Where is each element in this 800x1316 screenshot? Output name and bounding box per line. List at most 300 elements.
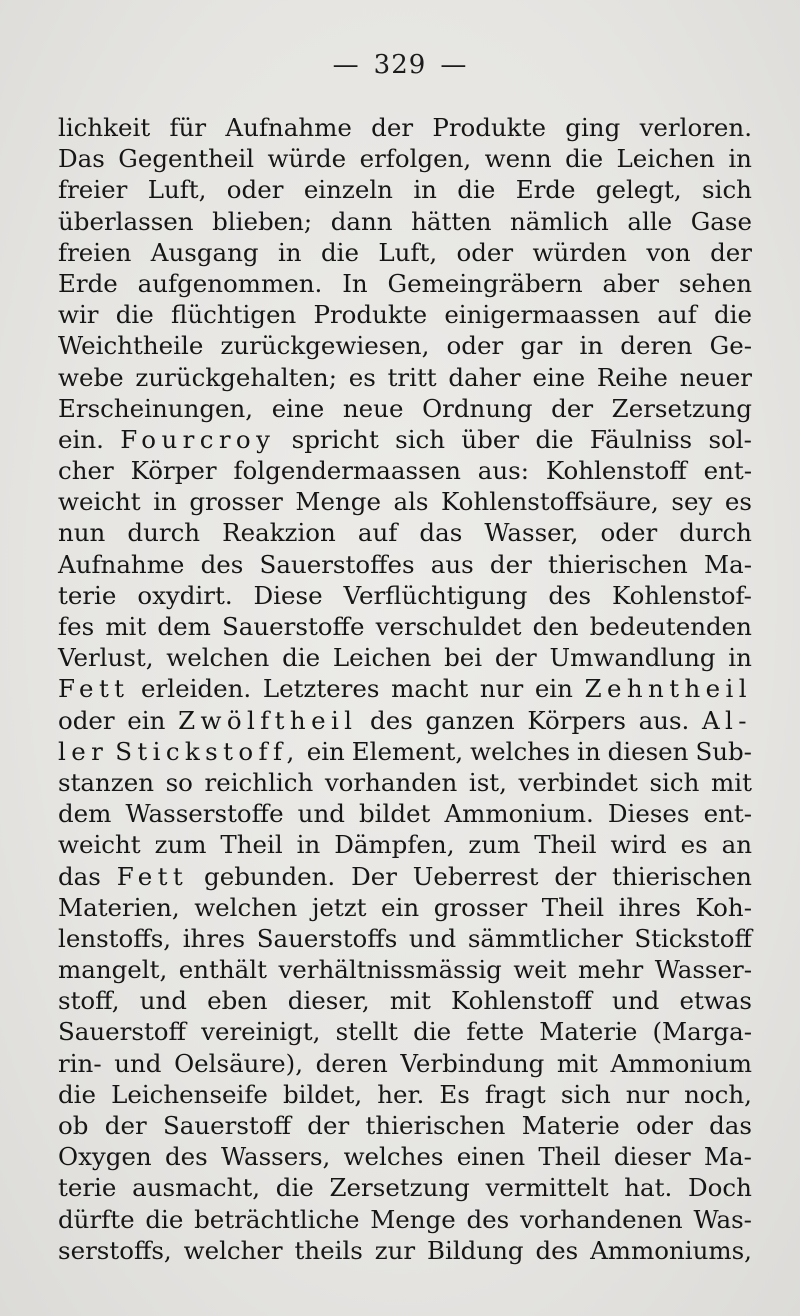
word: in [577,736,601,766]
word: Reakzion [222,518,336,548]
word: jetzt [311,892,367,922]
word: dem [157,612,211,641]
word: die [115,300,154,330]
word: Umwandlung [549,643,716,673]
word: weicht [58,487,141,517]
word: Sauerstoffs [256,923,398,953]
text-line [58,112,752,143]
word: weit [513,955,567,985]
word: terie [58,580,117,610]
word: enthält [178,955,267,985]
text-line [58,362,752,393]
word: Luft, [147,175,207,205]
word: Erde [515,175,576,205]
word: mit [105,612,147,641]
text-line [58,517,752,548]
word: Leichen [332,643,432,673]
word: ausmacht, [132,1173,261,1203]
word: des [466,1204,510,1234]
text-line [58,923,752,954]
text-line [58,580,752,611]
text-line [58,954,752,985]
word: Sauerstoffes [259,549,415,579]
word: weicht [58,830,141,860]
text-line [58,268,752,299]
word: neuer [679,362,752,392]
word: Materie [539,1017,638,1047]
word: Fett [58,674,130,704]
word: (Marga- [652,1017,752,1047]
word: blieben; [212,206,313,236]
word: thierischen [365,1111,506,1140]
word: Fett [116,861,189,891]
text-line [58,424,752,455]
word: Verlust, [58,643,154,673]
word: die [58,1079,97,1109]
word: Ammonium. [444,799,594,829]
word: hat. [624,1173,673,1203]
word: das [58,861,101,891]
word: Luft, [378,237,438,267]
word: in [728,643,752,673]
word: webe [58,362,124,392]
text-line [58,455,752,486]
word: einen [456,1142,526,1172]
word: verbindet [518,767,638,797]
text-line [58,299,752,330]
word: alle [627,206,673,236]
word: fette [466,1017,525,1047]
text-line [58,985,752,1016]
word: oxydirt. [137,580,233,610]
word: Reihe [596,362,668,392]
word: aus [430,549,474,579]
word: Leichen [616,144,715,174]
word: verloren. [639,113,752,142]
word: Zersetzung [611,393,752,423]
word: flüchtigen [171,300,297,330]
text-line [58,237,752,268]
word: ganzen [425,705,515,735]
word: Es [439,1079,470,1109]
word: Ueberrest [412,861,539,891]
word: neue [342,393,404,423]
word: gelegt, [595,175,682,205]
word: dann [330,206,393,236]
word: nun [58,518,106,548]
word: mit [711,767,752,797]
word: daher [448,362,521,392]
word: zurückgehalten; [135,362,337,392]
word: und [297,799,345,829]
text-line [58,767,752,798]
word: Zwölftheil [178,705,358,735]
word: erfolgen, [359,144,472,174]
word: der [551,393,594,423]
text-line [58,1172,752,1203]
word: ob [58,1111,89,1140]
word: aufgenommen. [137,268,323,298]
word: es [680,830,708,860]
word: der [494,643,537,673]
word: bildet [359,799,431,829]
word: der [710,237,752,267]
word: folgendermaassen [233,456,461,486]
word: stanzen [58,767,154,797]
text-line [58,1235,752,1266]
word: welchen [166,643,270,673]
text-line [58,1048,752,1079]
word: von [646,237,691,267]
word: des [535,1235,579,1265]
word: Doch [688,1173,752,1203]
word: Sub- [695,736,752,766]
word: Ge- [709,331,752,361]
word: durch [127,518,201,548]
word: es [348,362,376,392]
word: auf [357,518,398,548]
word: eine [532,362,586,392]
word: Ammoniums, [590,1235,752,1265]
word: sey [671,487,713,517]
word: grosser [433,892,528,922]
word: Aufnahme [58,549,185,579]
word: Oxygen [58,1142,152,1172]
body-text [58,112,752,1266]
word: einzeln [303,175,393,205]
word: welcher [183,1235,283,1265]
word: dem [58,799,112,829]
word: Menge [295,487,381,517]
word: Erde [58,268,118,298]
word: nämlich [510,206,609,236]
text-line [58,143,752,174]
word: Fourcroy [120,424,276,454]
word: Theil [538,1142,601,1172]
word: reichlich [204,767,314,797]
text-line [58,1141,752,1172]
word: Körpers [527,705,626,735]
word: welches [470,736,571,766]
word: so [165,767,193,797]
word: Das [58,144,105,174]
word: einigermaassen [444,300,641,330]
text-line [58,705,752,736]
word: deren [315,1048,388,1078]
word: tritt [387,362,437,392]
word: sich [702,175,752,205]
word: ein [534,674,573,704]
word: vereinigt, [201,1017,321,1047]
header-dash-right: — [440,50,468,80]
word: des [548,580,592,610]
text-line [58,736,752,767]
word: Materie [521,1111,620,1140]
word: die [413,1017,452,1047]
word: Al- [701,705,752,735]
word: Fäulniss [589,424,693,454]
word: zurückgewiesen, [220,331,430,361]
word: vorhanden [324,767,458,797]
word: welchen [194,892,298,922]
word: in [579,331,604,361]
text-line [58,1204,752,1235]
word: ihres [182,923,246,953]
word: Oelsäure), [174,1048,304,1078]
word: Körper [130,456,217,486]
word: her. [377,1079,425,1109]
word: ging [565,113,621,142]
word: welches [343,1142,444,1172]
word: Dieses [607,799,690,829]
word: freien [58,237,132,267]
word: in [413,175,437,205]
word: Sauerstoff [163,1111,291,1140]
text-line [58,798,752,829]
text-line [58,1110,752,1141]
word: dürfte [58,1204,135,1234]
word: fes [58,612,95,641]
page-header [0,50,800,80]
word: Aufnahme [225,113,352,142]
word: gebunden. [204,861,336,891]
word: etwas [679,986,752,1016]
word: sich [395,424,446,454]
word: und [408,923,457,953]
word: cher [58,456,114,486]
word: Kohlenstoffsäure, [441,487,659,517]
header-dash-left: — [332,50,360,80]
word: als [393,487,429,517]
word: vermittelt [485,1173,609,1203]
word: Materien, [58,892,180,922]
word: sich [649,767,700,797]
word: Wasser, [484,518,579,548]
word: spricht [291,424,379,454]
word: ist, [468,767,507,797]
word: dieser [613,1142,691,1172]
word: die [713,300,752,330]
word: nur [625,1079,670,1109]
word: fragt [484,1079,546,1109]
word: und [612,986,660,1016]
word: die [457,175,496,205]
text-line [58,174,752,205]
text-line [58,829,752,860]
word: Weichtheile [58,331,204,361]
word: Sauerstoff [58,1017,186,1047]
word: mehr [577,955,644,985]
word: ent- [703,799,752,829]
word: der [104,1111,147,1140]
word: der [554,861,597,891]
word: ein [381,892,420,922]
word: sol- [708,424,752,454]
text-line [58,673,752,704]
word: Kohlenstoff [450,986,592,1016]
text-line [58,642,752,673]
text-line [58,549,752,580]
word: deren [620,331,693,361]
word: Bildung [426,1235,524,1265]
word: oder [226,175,284,205]
word: oder [58,705,115,735]
word: freier [58,175,128,205]
word: beträchtliche [194,1204,360,1234]
word: verhältnissmässig [278,955,502,985]
word: es [724,487,752,517]
word: zur [374,1235,416,1265]
word: den [532,612,579,641]
word: der [307,1111,350,1140]
word: über [461,424,520,454]
word: Ausgang [150,237,259,267]
word: oder [456,237,514,267]
word: des [200,549,244,579]
word: Wassers, [220,1142,331,1172]
word: nur [479,674,524,704]
word: überlassen [58,206,194,236]
word: oder [446,331,504,361]
word: die [282,643,321,673]
word: sich [560,1079,611,1109]
word: Ma- [704,549,752,579]
word: würde [267,144,347,174]
word: Dämpfen, [334,830,455,860]
word: Wasserstoffe [125,799,284,829]
word: Gase [690,206,752,236]
word: gar [520,331,563,361]
word: bedeutenden [589,612,752,641]
word: in [296,830,321,860]
word: diesen [607,736,689,766]
word: Verbindung [400,1048,545,1078]
word: erleiden. [141,674,252,704]
word: Zehntheil [584,674,752,704]
word: des [370,705,413,735]
word: Wasser- [654,955,752,985]
word: die [320,237,359,267]
word: Koh- [695,892,752,922]
word: ler [58,736,109,766]
word: Kohlenstoff [545,456,687,486]
word: in [153,487,177,517]
word: Produkte [313,300,428,330]
word: verschuldet [375,612,522,641]
word: Letzteres [262,674,380,704]
word: würden [532,237,627,267]
word: Stickstoff, [115,736,300,766]
word: das [709,1111,752,1140]
word: wird [610,830,667,860]
word: ein [127,705,166,735]
word: Zersetzung [329,1173,470,1203]
text-line [58,206,752,237]
word: Sauerstoffe [222,612,365,641]
word: ihres [618,892,681,922]
word: Diese [253,580,323,610]
word: Gegentheil [118,144,255,174]
word: oder [600,518,658,548]
word: eben [207,986,268,1016]
word: des [164,1142,208,1172]
word: Erscheinungen, [58,393,254,423]
word: lichkeit [58,113,151,142]
word: thierischen [547,549,688,579]
text-line [58,486,752,517]
word: das [419,518,463,548]
word: serstoffs, [58,1235,172,1265]
word: Produkte [432,113,546,142]
word: in [728,144,752,174]
word: ent- [703,456,752,486]
word: Der [351,861,397,891]
word: Theil [541,892,605,922]
word: noch, [684,1079,752,1109]
word: Theil [220,830,283,860]
word: dieser, [287,986,370,1016]
word: bei [444,643,483,673]
word: oder [636,1111,693,1140]
word: wenn [484,144,552,174]
word: aus. [638,705,690,735]
word: mangelt, [58,955,168,985]
text-line [58,393,752,424]
word: zum [154,830,207,860]
word: Ma- [703,1142,752,1172]
word: Menge [370,1204,456,1234]
word: bildet, [282,1079,363,1109]
word: durch [679,518,752,548]
word: sämmtlicher [467,923,623,953]
word: macht [391,674,469,704]
word: eine [271,393,325,423]
word: lenstoffs, [58,923,172,953]
word: sehen [678,268,752,298]
word: wir [58,300,99,330]
text-line [58,611,752,642]
word: Element, [351,736,464,766]
word: und [114,1048,162,1078]
word: thierischen [612,861,752,891]
word: Stickstoff [634,923,752,953]
word: mit [556,1048,598,1078]
word: die [565,144,604,174]
word: mit [389,986,431,1016]
word: aber [602,268,659,298]
word: Gemeingräbern [387,268,583,298]
word: Verflüchtigung [343,580,528,610]
word: Theil [534,830,597,860]
word: in [277,237,302,267]
word: für [169,113,207,142]
word: und [139,986,187,1016]
word: die [535,424,574,454]
text-line [58,1079,752,1110]
word: Kohlenstof- [612,580,752,610]
word: In [342,268,368,298]
text-line [58,892,752,923]
word: stoff, [58,986,120,1016]
word: die [145,1204,184,1234]
word: Ammonium [610,1048,752,1078]
word: rin- [58,1048,102,1078]
word: zum [468,830,521,860]
word: vorhandenen [519,1204,683,1234]
page-number: 329 [373,50,427,80]
word: grosser [189,487,283,517]
word: ein [306,736,345,766]
